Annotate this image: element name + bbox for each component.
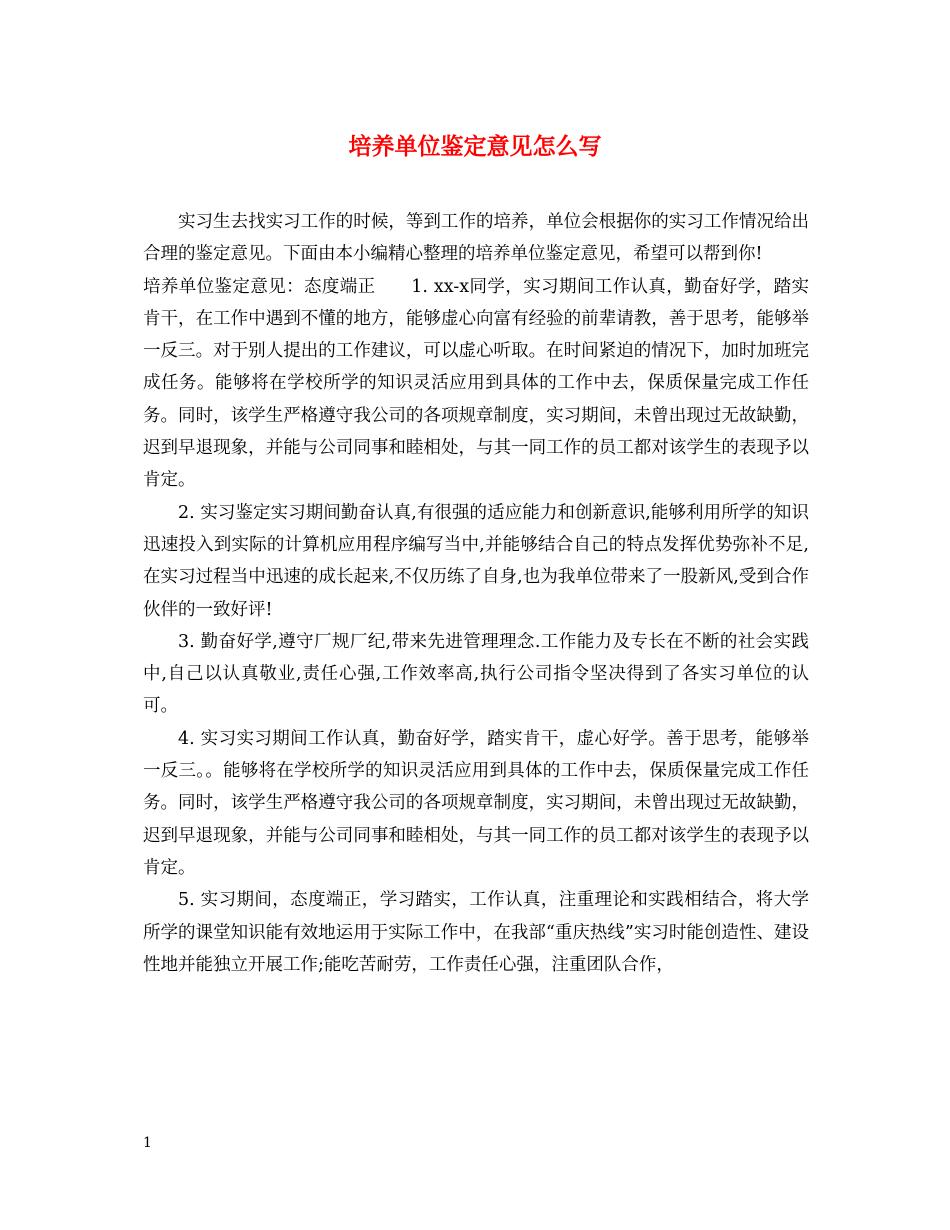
opinion-paragraph-3: 3. 勤奋好学,遵守厂规厂纪,带来先进管理理念.工作能力及专长在不断的社会实践中,自己以认真敬业,责任心强,工作效率高,执行公司指令坚决得到了各实习单位的认可。 <box>143 631 809 717</box>
intro-paragraph: 实习生去找实习工作的时候，等到工作的培养，单位会根据你的实习工作情况给出合理的鉴定意见。下面由本小编精心整理的培养单位鉴定意见，希望可以帮到你! <box>143 212 809 265</box>
document-title: 培养单位鉴定意见怎么写 <box>348 133 602 160</box>
page-number: 1 <box>143 1135 152 1151</box>
opinion-paragraph-1: 培养单位鉴定意见：态度端正 1. xx-x同学，实习期间工作认真，勤奋好学，踏实肯干，在工作中遇到不懂的地方，能够虚心向富有经验的前辈请教，善于思考，能够举一反三。对于别人提出的工作建议，可以虚心听取。在时间紧迫的情况下，加时加班完成任务。能够将在学校所学的知识灵活应用到具体的工作中去，保质保量完成工作任务。同时，该学生严格遵守我公司的各项规章制度，实习期间，未曾出现过无故缺勤，迟到早退现象，并能与公司同事和睦相处，与其一同工作的员工都对该学生的表现予以肯定。 <box>143 276 809 491</box>
document-body <box>143 206 809 981</box>
opinion-paragraph-4: 4. 实习实习期间工作认真，勤奋好学，踏实肯干，虚心好学。善于思考，能够举一反三。。能够将在学校所学的知识灵活应用到具体的工作中去，保质保量完成工作任务。同时，该学生严格遵守我公司的各项规章制度，实习期间，未曾出现过无故缺勤，迟到早退现象，并能与公司同事和睦相处，与其一同工作的员工都对该学生的表现予以肯定。 <box>143 728 809 878</box>
opinion-paragraph-2: 2. 实习鉴定实习期间勤奋认真,有很强的适应能力和创新意识,能够利用所学的知识迅速投入到实际的计算机应用程序编写当中,并能够结合自己的特点发挥优势弥补不足,在实习过程当中迅速的成长起来,不仅历练了自身,也为我单位带来了一股新风,受到合作伙伴的一致好评! <box>143 502 809 620</box>
opinion-paragraph-5: 5. 实习期间，态度端正，学习踏实，工作认真，注重理论和实践相结合，将大学所学的课堂知识能有效地运用于实际工作中，在我部“重庆热线”实习时能创造性、建设性地并能独立开展工作;能吃苦耐劳，工作责任心强，注重团队合作， <box>143 890 809 975</box>
